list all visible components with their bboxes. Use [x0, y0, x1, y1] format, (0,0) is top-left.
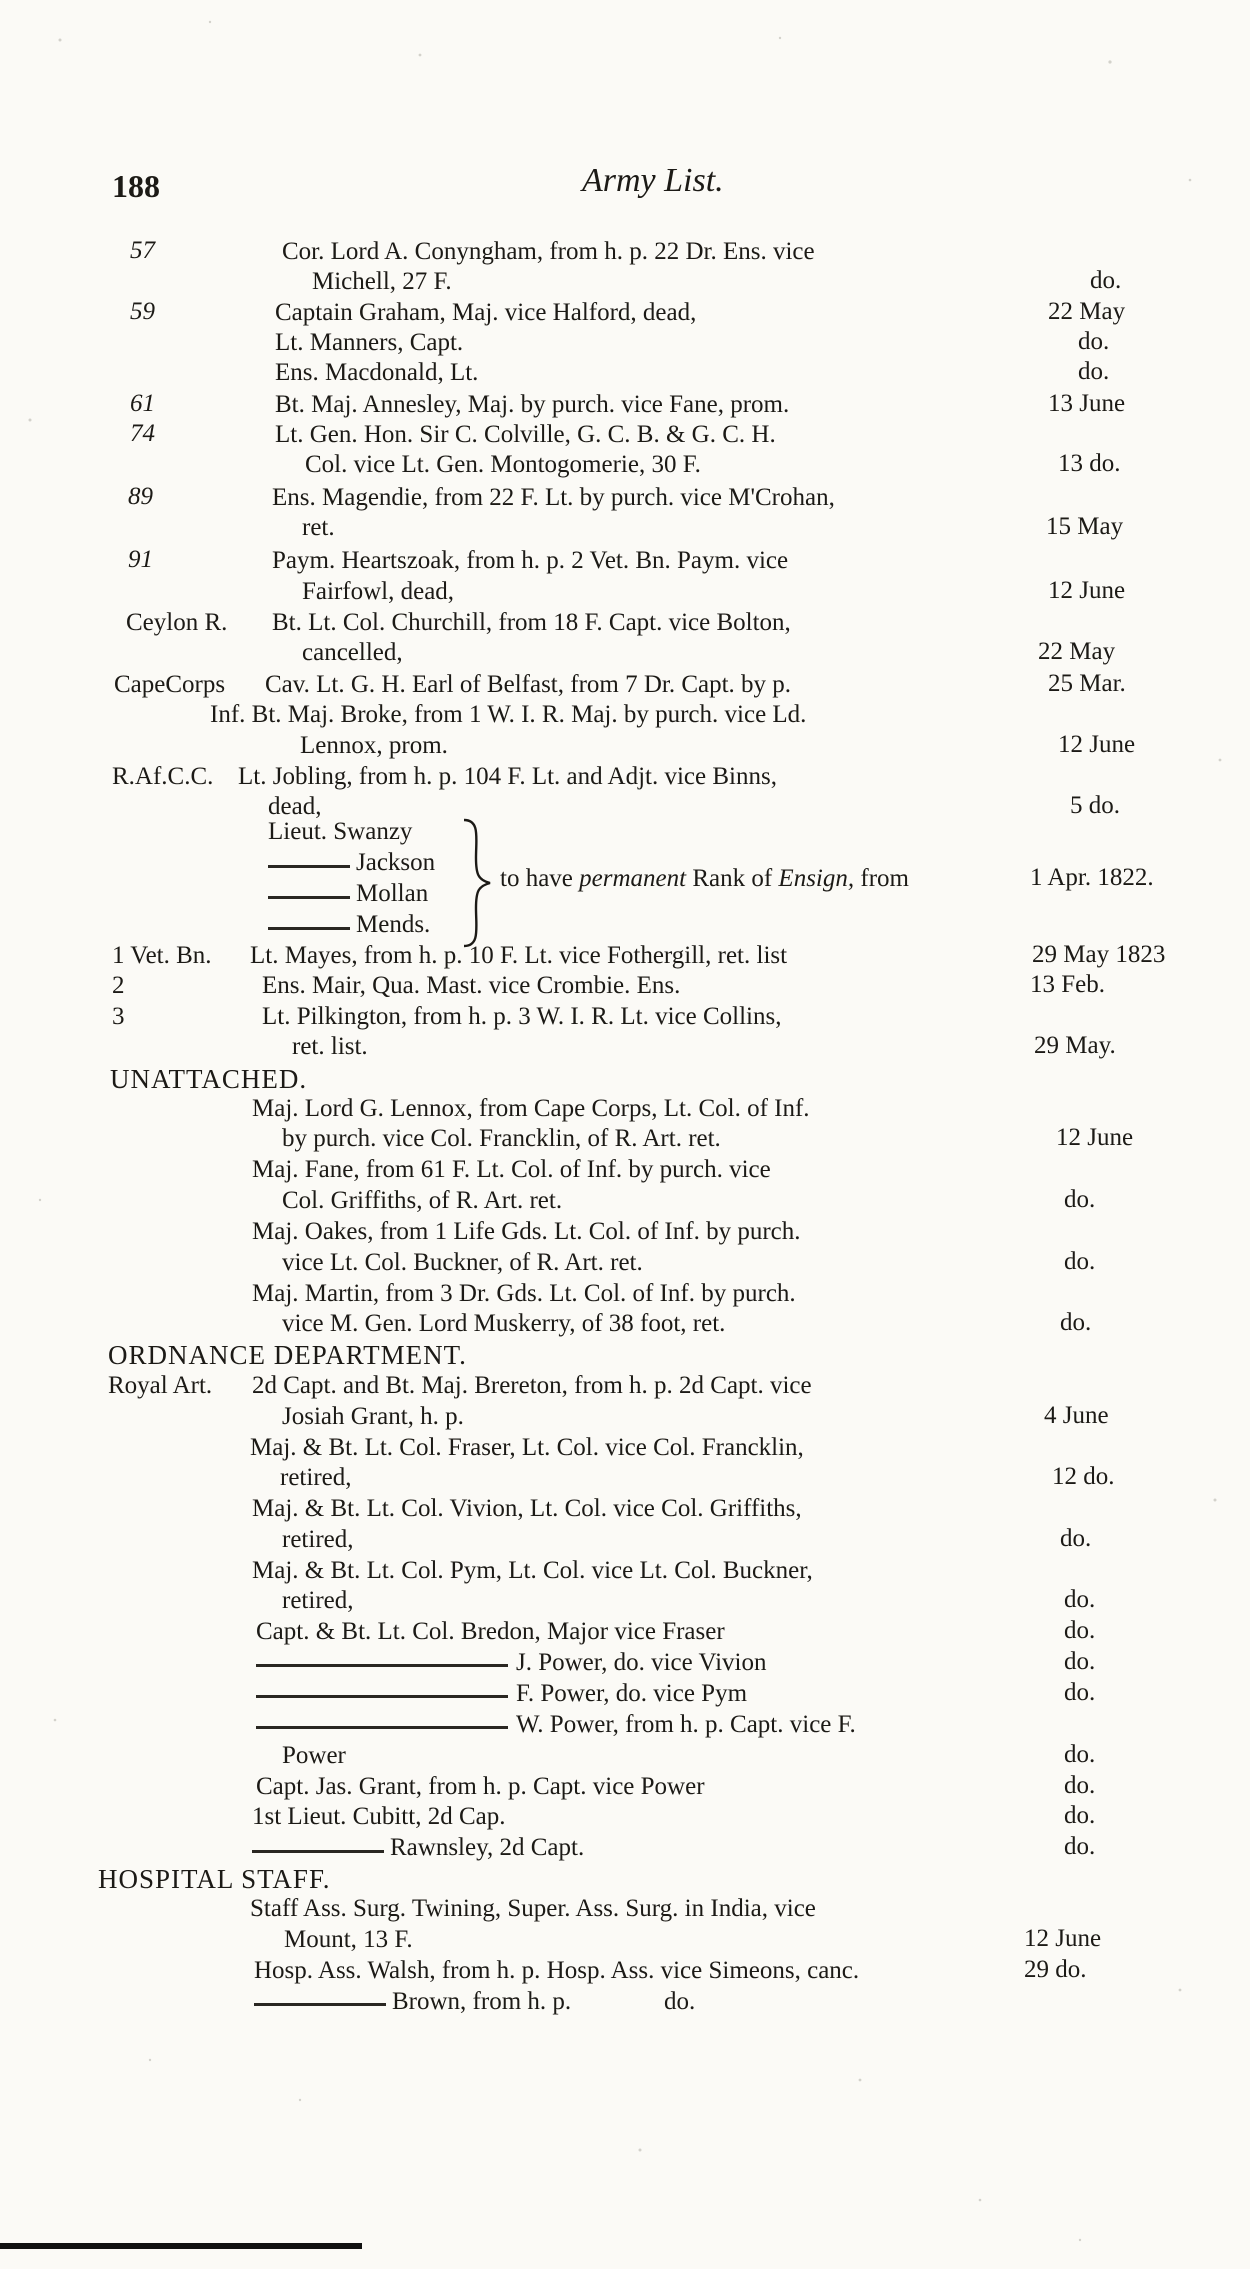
entry-date: do.: [1064, 1248, 1096, 1275]
entry-date: 29 May 1823: [1032, 941, 1166, 968]
entry-date: 22 May: [1048, 298, 1126, 325]
entry-date: 5 do.: [1070, 792, 1120, 819]
entry-date: do.: [1064, 1648, 1096, 1675]
entry-regiment: CapeCorps: [114, 671, 226, 698]
entry-text: Maj. Lord G. Lennox, from Cape Corps, Lt. Col. of Inf.: [252, 1095, 810, 1122]
ditto-rule: [268, 896, 350, 899]
entry-text: Capt. Jas. Grant, from h. p. Capt. vice Power: [256, 1773, 705, 1800]
entry-date: 4 June: [1044, 1402, 1109, 1429]
ditto-rule: [252, 1850, 384, 1853]
entry-text: Col. Griffiths, of R. Art. ret.: [282, 1187, 563, 1214]
entry-date: 12 June: [1056, 1124, 1134, 1151]
entry-date: do.: [1064, 1772, 1096, 1799]
entry-text: Bt. Lt. Col. Churchill, from 18 F. Capt. vice Bolton,: [272, 609, 791, 636]
entry-date: 15 May: [1046, 513, 1124, 540]
entry-date: 25 Mar.: [1048, 670, 1126, 697]
entry-text: 2d Capt. and Bt. Maj. Brereton, from h. p. 2d Capt. vice: [252, 1372, 812, 1399]
entry-date: 13 Feb.: [1030, 971, 1105, 998]
ensign-note: to have permanent Rank of Ensign, from: [500, 865, 909, 892]
entry-date: 13 June: [1048, 390, 1126, 417]
entry-text: dead,: [268, 793, 322, 820]
entry-text: Maj. Oakes, from 1 Life Gds. Lt. Col. of Inf. by purch.: [252, 1218, 801, 1245]
entry-text: Lt. Pilkington, from h. p. 3 W. I. R. Lt. vice Collins,: [262, 1003, 782, 1030]
entry-text: Captain Graham, Maj. vice Halford, dead,: [275, 299, 697, 326]
entry-text: retired,: [282, 1587, 354, 1614]
entry-date: do.: [1064, 1679, 1096, 1706]
entry-text: vice Lt. Col. Buckner, of R. Art. ret.: [282, 1249, 643, 1276]
entry-text: Brown, from h. p.: [392, 1988, 572, 2015]
entry-text: F. Power, do. vice Pym: [516, 1680, 748, 1707]
entry-text: Col. vice Lt. Gen. Montogomerie, 30 F.: [305, 451, 701, 478]
entry-regiment: 91: [128, 546, 153, 573]
entry-text: Maj. & Bt. Lt. Col. Fraser, Lt. Col. vice Col. Francklin,: [250, 1434, 804, 1461]
entry-date: 29 May.: [1034, 1032, 1116, 1059]
entry-regiment: 2: [112, 972, 125, 999]
entry-text: Maj. Martin, from 3 Dr. Gds. Lt. Col. of Inf. by purch.: [252, 1280, 796, 1307]
entry-text: J. Power, do. vice Vivion: [516, 1649, 767, 1676]
entry-date: do.: [1064, 1741, 1096, 1768]
entry-text: Staff Ass. Surg. Twining, Super. Ass. Surg. in India, vice: [250, 1895, 816, 1922]
entry-date: 12 June: [1058, 731, 1136, 758]
entry-text: Ens. Magendie, from 22 F. Lt. by purch. vice M'Crohan,: [272, 484, 835, 511]
entry-date: 12 do.: [1052, 1463, 1115, 1490]
entry-text: Cav. Lt. G. H. Earl of Belfast, from 7 Dr. Capt. by p.: [265, 671, 792, 698]
entry-text: Josiah Grant, h. p.: [282, 1403, 464, 1430]
entry-regiment: 89: [128, 483, 153, 510]
ditto-rule: [254, 2003, 386, 2006]
entry-date: do.: [1064, 1802, 1096, 1829]
entry-text: 1st Lieut. Cubitt, 2d Cap.: [252, 1803, 506, 1830]
entry-text: Lennox, prom.: [300, 732, 448, 759]
entry-text: Ens. Macdonald, Lt.: [275, 359, 479, 386]
entry-regiment: 57: [130, 237, 155, 264]
entry-date: do.: [1090, 267, 1122, 294]
entry-date: do.: [1064, 1833, 1096, 1860]
ditto-rule: [256, 1726, 508, 1729]
entry-date: do.: [1060, 1525, 1092, 1552]
ensign-name: Mends.: [356, 911, 431, 938]
section-heading-ordnance: ORDNANCE DEPARTMENT.: [108, 1340, 467, 1370]
ditto-rule: [268, 927, 350, 930]
entry-text: Lt. Manners, Capt.: [275, 329, 464, 356]
section-heading-unattached: UNATTACHED.: [110, 1064, 308, 1094]
entry-text: Michell, 27 F.: [312, 268, 452, 295]
entry-regiment: 3: [112, 1003, 125, 1030]
running-title: Army List.: [582, 162, 724, 199]
entry-date: do.: [1064, 1617, 1096, 1644]
entry-text: by purch. vice Col. Francklin, of R. Art. ret.: [282, 1125, 721, 1152]
entry-text: Maj. Fane, from 61 F. Lt. Col. of Inf. by purch. vice: [252, 1156, 771, 1183]
entry-text: Inf. Bt. Maj. Broke, from 1 W. I. R. Maj. by purch. vice Ld.: [210, 701, 807, 728]
entry-regiment: 61: [130, 390, 155, 417]
page-number: 188: [112, 168, 160, 204]
entry-regiment: Ceylon R.: [126, 609, 228, 636]
ensign-date: 1 Apr. 1822.: [1030, 864, 1154, 891]
entry-text: Capt. & Bt. Lt. Col. Bredon, Major vice Fraser: [256, 1618, 725, 1645]
entry-text: Maj. & Bt. Lt. Col. Pym, Lt. Col. vice Lt. Col. Buckner,: [252, 1557, 813, 1584]
entry-regiment: 74: [130, 420, 155, 447]
entry-regiment: 1 Vet. Bn.: [112, 942, 212, 969]
entry-regiment: 59: [130, 298, 155, 325]
entry-text: Power: [282, 1742, 346, 1769]
entry-text: Paym. Heartszoak, from h. p. 2 Vet. Bn. Paym. vice: [272, 547, 789, 574]
ditto-rule: [268, 865, 350, 868]
entry-text: retired,: [282, 1526, 354, 1553]
entry-text: Fairfowl, dead,: [302, 578, 455, 605]
ensign-name: Lieut. Swanzy: [268, 818, 413, 845]
entry-text: vice M. Gen. Lord Muskerry, of 38 foot, ret.: [282, 1310, 726, 1337]
entry-date: 12 June: [1024, 1925, 1102, 1952]
entry-date: do.: [1064, 1186, 1096, 1213]
ensign-name: Mollan: [356, 880, 429, 907]
entry-text: cancelled,: [302, 639, 403, 666]
entry-text: Lt. Gen. Hon. Sir C. Colville, G. C. B. & G. C. H.: [275, 421, 776, 448]
entry-text: Hosp. Ass. Walsh, from h. p. Hosp. Ass. vice Simeons, canc.: [254, 1957, 860, 1984]
entry-date: 29 do.: [1024, 1956, 1087, 1983]
entry-text: Maj. & Bt. Lt. Col. Vivion, Lt. Col. vice Col. Griffiths,: [252, 1495, 802, 1522]
entry-date: do.: [1060, 1309, 1092, 1336]
entry-date: 13 do.: [1058, 450, 1121, 477]
entry-text: Lt. Mayes, from h. p. 10 F. Lt. vice Fothergill, ret. list: [250, 942, 788, 969]
entry-text: Rawnsley, 2d Capt.: [390, 1834, 585, 1861]
entry-text: Mount, 13 F.: [284, 1926, 413, 1953]
entry-regiment: R.Af.C.C.: [112, 763, 214, 790]
entry-date: do.: [664, 1988, 696, 2015]
entry-date: 22 May: [1038, 638, 1116, 665]
ditto-rule: [256, 1695, 508, 1698]
entry-text: Cor. Lord A. Conyngham, from h. p. 22 Dr. Ens. vice: [282, 238, 815, 265]
ditto-rule: [256, 1664, 508, 1667]
bottom-rule: [0, 2243, 362, 2249]
entry-text: Ens. Mair, Qua. Mast. vice Crombie. Ens.: [262, 972, 681, 999]
entry-date: do.: [1078, 328, 1110, 355]
ensign-name: Jackson: [356, 849, 436, 876]
entry-text: Bt. Maj. Annesley, Maj. by purch. vice Fane, prom.: [275, 391, 790, 418]
entry-text: Lt. Jobling, from h. p. 104 F. Lt. and Adjt. vice Binns,: [238, 763, 777, 790]
entry-text: W. Power, from h. p. Capt. vice F.: [516, 1711, 856, 1738]
entry-text: ret.: [302, 514, 335, 541]
entry-date: do.: [1064, 1586, 1096, 1613]
entry-text: ret. list.: [292, 1033, 368, 1060]
entry-regiment: Royal Art.: [108, 1372, 213, 1399]
curly-brace-icon: [458, 818, 498, 948]
entry-date: 12 June: [1048, 577, 1126, 604]
entry-text: retired,: [280, 1464, 352, 1491]
section-heading-hospital: HOSPITAL STAFF.: [98, 1864, 331, 1894]
entry-date: do.: [1078, 358, 1110, 385]
